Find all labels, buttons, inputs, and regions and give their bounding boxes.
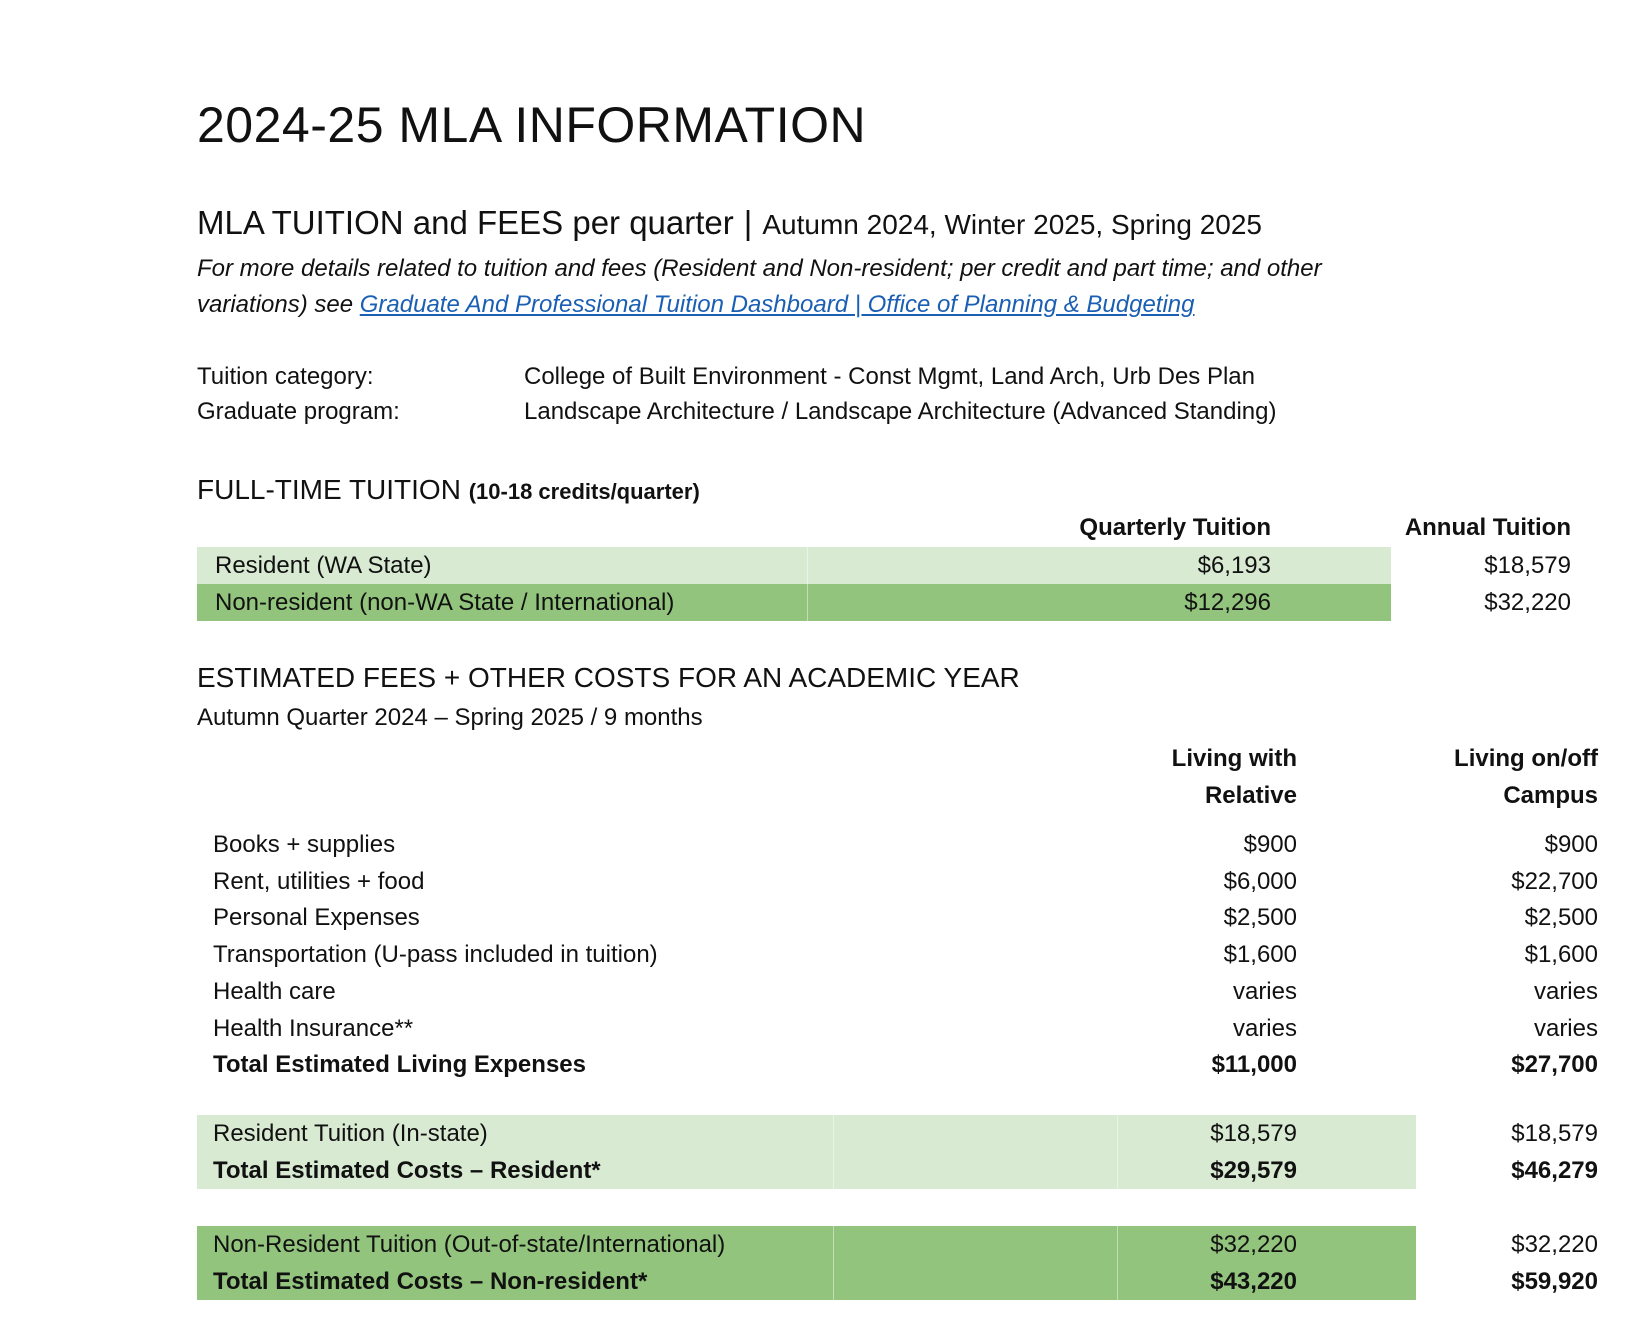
cost-label: Transportation (U-pass included in tuition) xyxy=(213,941,658,969)
living-with-relative-value: $6,000 xyxy=(1223,867,1297,895)
quarterly-value: $12,296 xyxy=(1184,589,1271,616)
section-subheading xyxy=(197,204,1262,242)
header-living-on-off-campus xyxy=(1297,740,1598,814)
living-with-relative-value: $900 xyxy=(1243,831,1297,858)
cost-label: Rent, utilities + food xyxy=(213,867,425,895)
living-with-relative-value: $2,500 xyxy=(1223,904,1297,932)
living-on-off-campus-value: $46,279 xyxy=(1511,1157,1598,1184)
header-line: Living with xyxy=(1171,745,1297,772)
living-on-off-campus-value: $1,600 xyxy=(1524,941,1598,969)
annual-value: $18,579 xyxy=(1484,552,1571,579)
tuition-row-resident xyxy=(197,547,1571,584)
living-with-relative-value: $11,000 xyxy=(1211,1051,1297,1079)
header-line: Living on/off xyxy=(1454,745,1598,772)
cost-label: Resident Tuition (In-state) xyxy=(213,1120,488,1147)
row-label: Resident (WA State) xyxy=(215,552,432,579)
living-on-off-campus-value: varies xyxy=(1533,977,1598,1005)
tuition-category-line xyxy=(197,363,1255,391)
cost-row xyxy=(197,973,1598,1010)
cost-row xyxy=(197,1115,1598,1152)
cell-divider xyxy=(807,547,808,584)
cost-row xyxy=(197,1226,1598,1263)
cost-label: Health Insurance** xyxy=(213,1014,414,1042)
header-line: Relative xyxy=(1204,782,1297,809)
living-with-relative-value: $29,579 xyxy=(1210,1157,1297,1184)
header-quarterly-tuition: Quarterly Tuition xyxy=(1079,514,1271,541)
cost-label: Health care xyxy=(213,977,336,1005)
tuition-dashboard-link[interactable]: Graduate And Professional Tuition Dashboard | Office of Planning & Budgeting xyxy=(359,291,1195,318)
cost-row xyxy=(197,899,1598,936)
cell-divider xyxy=(807,584,808,621)
header-annual-tuition: Annual Tuition xyxy=(1404,514,1571,541)
subhead-main: MLA TUITION and FEES per quarter xyxy=(197,204,734,241)
living-on-off-campus-value: varies xyxy=(1533,1014,1598,1042)
tuition-category-label: Tuition category: xyxy=(197,363,374,390)
note-text: For more details related to tuition and fees (Resident and Non-resident; per credit and part time; and other variations) see xyxy=(197,255,1322,318)
cost-label: Personal Expenses xyxy=(213,904,420,932)
cost-row xyxy=(197,1263,1598,1300)
fulltime-tuition-heading xyxy=(197,474,700,506)
living-with-relative-value: $18,579 xyxy=(1210,1120,1297,1147)
subhead-terms: Autumn 2024, Winter 2025, Spring 2025 xyxy=(762,209,1262,240)
header-living-with-relative xyxy=(897,740,1297,814)
graduate-program-value: Landscape Architecture / Landscape Architecture (Advanced Standing) xyxy=(524,398,1277,425)
subhead-separator: | xyxy=(743,204,753,241)
living-on-off-campus-value: $2,500 xyxy=(1524,904,1598,932)
fulltime-title: FULL-TIME TUITION xyxy=(197,474,461,505)
graduate-program-line xyxy=(197,398,1276,426)
estimated-costs-heading: ESTIMATED FEES + OTHER COSTS FOR AN ACADEMIC YEAR xyxy=(197,662,1020,693)
cost-row xyxy=(197,826,1598,863)
fulltime-title-note: (10-18 credits/quarter) xyxy=(468,479,700,504)
living-on-off-campus-value: $900 xyxy=(1544,831,1598,858)
cost-row xyxy=(197,1046,1598,1083)
living-with-relative-value: $32,220 xyxy=(1210,1231,1297,1258)
cost-row xyxy=(197,863,1598,900)
graduate-program-label: Graduate program: xyxy=(197,398,400,425)
living-on-off-campus-value: $22,700 xyxy=(1511,867,1598,895)
header-line: Campus xyxy=(1503,782,1598,809)
quarterly-value: $6,193 xyxy=(1197,552,1271,579)
cost-label: Non-Resident Tuition (Out-of-state/International) xyxy=(213,1231,726,1258)
living-with-relative-value: $43,220 xyxy=(1210,1268,1297,1295)
cost-row xyxy=(197,936,1598,973)
page-title: 2024-25 MLA INFORMATION xyxy=(197,97,867,153)
cost-label: Total Estimated Costs – Non-resident* xyxy=(213,1268,648,1295)
living-on-off-campus-value: $32,220 xyxy=(1511,1231,1598,1258)
living-with-relative-value: varies xyxy=(1232,1014,1297,1042)
row-label: Non-resident (non-WA State / International) xyxy=(215,589,675,616)
living-on-off-campus-value: $59,920 xyxy=(1511,1268,1598,1295)
cost-label: Books + supplies xyxy=(213,831,396,858)
details-note xyxy=(197,251,1437,323)
living-on-off-campus-value: $18,579 xyxy=(1511,1120,1598,1147)
tuition-row-nonresident xyxy=(197,584,1571,621)
cost-label: Total Estimated Living Expenses xyxy=(213,1051,586,1079)
cost-label: Total Estimated Costs – Resident* xyxy=(213,1157,601,1184)
living-with-relative-value: $1,600 xyxy=(1223,941,1297,969)
estimated-costs-subtitle: Autumn Quarter 2024 – Spring 2025 / 9 months xyxy=(197,704,703,731)
tuition-category-value: College of Built Environment - Const Mgmt, Land Arch, Urb Des Plan xyxy=(524,363,1255,390)
cost-row xyxy=(197,1010,1598,1047)
annual-value: $32,220 xyxy=(1484,589,1571,616)
cost-row xyxy=(197,1152,1598,1189)
living-with-relative-value: varies xyxy=(1232,977,1297,1005)
living-on-off-campus-value: $27,700 xyxy=(1511,1051,1598,1079)
